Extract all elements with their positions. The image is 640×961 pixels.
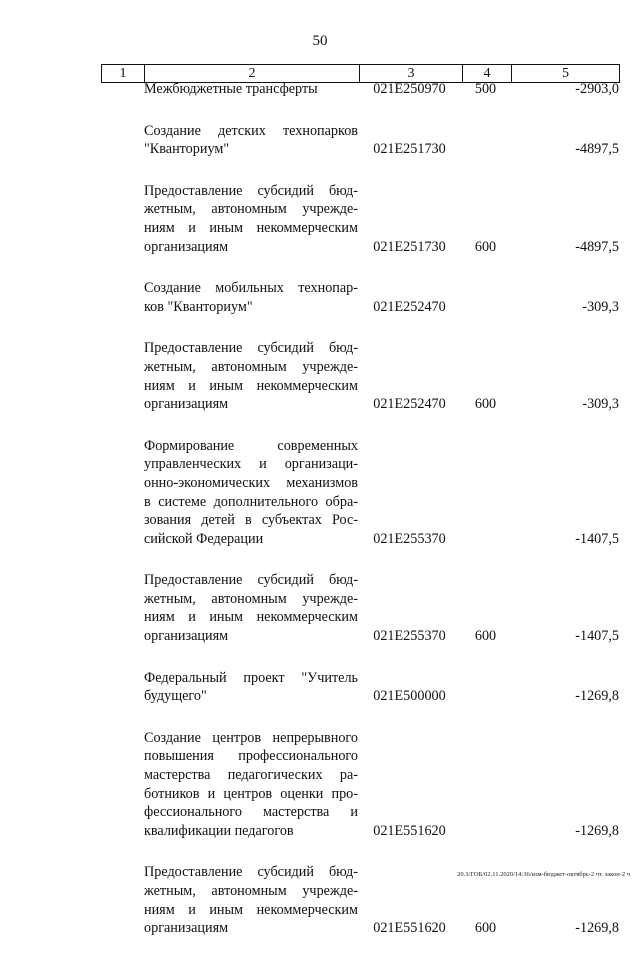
row-amount: -1269,8 — [575, 688, 619, 705]
row-name — [144, 571, 358, 645]
row-name — [144, 729, 358, 841]
row-code: 021E551620 — [373, 822, 446, 839]
row-name — [144, 863, 358, 937]
row-name-line: Предоставление субсидий бюд- — [144, 572, 358, 589]
table-row — [101, 182, 620, 256]
row-name-line: ниям и иным некоммерческим — [144, 901, 358, 918]
row-name-line: в системе дополнительного обра- — [144, 493, 358, 510]
row-code: 021E251730 — [373, 238, 446, 255]
row-amount: -1269,8 — [575, 822, 619, 839]
table-row — [101, 729, 620, 841]
row-name-line: "Кванториум" — [144, 141, 230, 158]
row-name-line: Формирование современных — [144, 437, 358, 454]
row-code: 021E251730 — [373, 141, 446, 158]
row-name-line: ниям и иным некоммерческим — [144, 609, 358, 626]
row-name-line: Создание центров непрерывного — [144, 729, 358, 746]
header-col-4: 4 — [462, 65, 511, 82]
row-amount: -1407,5 — [575, 628, 619, 645]
header-col-3: 3 — [359, 65, 462, 82]
row-name — [144, 669, 358, 706]
row-type: 500 — [474, 81, 497, 97]
table-body — [101, 80, 620, 961]
header-col-5: 5 — [511, 65, 619, 82]
row-code: 021E500000 — [373, 688, 446, 705]
row-code: 021E551620 — [373, 920, 446, 937]
row-amount: -1407,5 — [575, 530, 619, 547]
row-name — [144, 339, 358, 413]
row-name-line: Межбюджетные трансферты — [144, 81, 318, 97]
table-row — [101, 571, 620, 645]
row-name-line: Создание мобильных технопар- — [144, 280, 358, 297]
row-name-line: ниям и иным некоммерческим — [144, 219, 358, 236]
table-row — [101, 339, 620, 413]
row-name-line: ботников и центров оценки про- — [144, 785, 358, 802]
row-name-line: сийской Федерации — [144, 530, 264, 547]
row-name-line: управленческих и организаци- — [144, 456, 358, 473]
row-code: 021E252470 — [373, 396, 446, 413]
row-name-line: Создание детских технопарков — [144, 122, 358, 139]
table-row — [101, 437, 620, 549]
row-amount: -1269,8 — [575, 920, 619, 937]
row-name-line: жетным, автономным учрежде- — [144, 590, 358, 607]
header-col-1: 1 — [119, 66, 127, 81]
row-name-line: организациям — [144, 238, 229, 255]
row-name-line: повышения профессионального — [144, 748, 358, 765]
row-amount: -309,3 — [582, 298, 619, 315]
row-code: 021E255370 — [373, 628, 446, 645]
row-name-line: жетным, автономным учрежде- — [144, 883, 358, 899]
row-type: 600 — [474, 238, 497, 255]
row-amount: -4897,5 — [575, 238, 619, 255]
row-name-line: жетным, автономным учрежде- — [144, 358, 358, 375]
row-name — [144, 182, 358, 256]
table-row — [101, 279, 620, 316]
table-row — [101, 122, 620, 159]
row-name-line: Предоставление субсидий бюд- — [144, 340, 358, 357]
row-type: 600 — [474, 920, 497, 937]
row-type: 600 — [474, 628, 497, 645]
row-amount: -2903,0 — [575, 81, 619, 97]
row-name-line: Федеральный проект "Учитель — [144, 669, 358, 686]
row-name — [144, 80, 358, 99]
row-name-line: жетным, автономным учрежде- — [144, 201, 358, 218]
row-name-line: фессионального мастерства и — [144, 804, 358, 821]
row-amount: -4897,5 — [575, 141, 619, 158]
row-name-line: квалификации педагогов — [144, 822, 294, 839]
document-footer: 20.3/ГОБ/02.11.2020/14:36/изм-бюджет-октябрь-2 чт. закон-2 ч — [457, 871, 630, 878]
row-code: 021E252470 — [373, 298, 446, 315]
row-name-line: организациям — [144, 396, 229, 413]
page-number: 50 — [312, 33, 328, 49]
row-code: 021E250970 — [373, 81, 446, 97]
row-name-line: зования детей в субъектах Рос- — [144, 512, 358, 529]
table-row — [101, 80, 620, 99]
row-name-line: Предоставление субсидий бюд- — [144, 182, 358, 199]
row-amount: -309,3 — [582, 396, 619, 413]
row-type: 600 — [474, 396, 497, 413]
row-name — [144, 279, 358, 316]
row-name-line: ков "Кванториум" — [144, 298, 253, 315]
row-name-line: онно-экономических механизмов — [144, 474, 358, 491]
row-name-line: организациям — [144, 920, 229, 937]
row-name — [144, 122, 358, 159]
row-name-line: ниям и иным некоммерческим — [144, 377, 358, 394]
row-name-line: организациям — [144, 628, 229, 645]
row-name-line: Предоставление субсидий бюд- — [144, 864, 358, 881]
table-row — [101, 669, 620, 706]
header-col-2: 2 — [144, 65, 359, 82]
row-name-line: будущего" — [144, 688, 207, 705]
row-name-line: мастерства педагогических ра- — [144, 767, 358, 784]
row-name — [144, 437, 358, 549]
row-code: 021E255370 — [373, 530, 446, 547]
